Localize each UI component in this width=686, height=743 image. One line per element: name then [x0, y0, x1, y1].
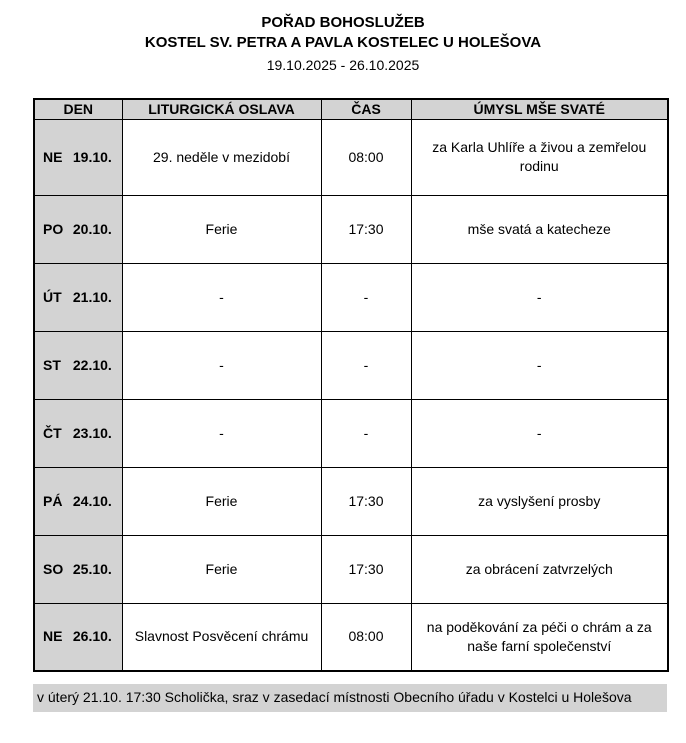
- table-row: [34, 119, 668, 195]
- celebration-cell: Ferie: [122, 535, 321, 603]
- time-cell: -: [321, 263, 411, 331]
- page-subtitle: KOSTEL SV. PETRA A PAVLA KOSTELEC U HOLEŠOVA: [144, 34, 542, 51]
- day-date: 21.10.: [72, 288, 112, 305]
- time-cell: 17:30: [321, 195, 411, 263]
- day-date: 24.10.: [72, 492, 112, 509]
- day-cell: [34, 603, 122, 671]
- page-title: POŘAD BOHOSLUŽEB: [261, 14, 425, 31]
- day-abbr: NE: [43, 628, 63, 645]
- day-abbr: NE: [43, 148, 63, 165]
- day-cell: [34, 119, 122, 195]
- day-date: 20.10.: [72, 220, 112, 237]
- table-row: [34, 331, 668, 399]
- day-cell: [34, 535, 122, 603]
- table-row: [34, 399, 668, 467]
- column-header-den: DEN: [34, 99, 122, 119]
- time-cell: 17:30: [321, 535, 411, 603]
- celebration-cell: -: [122, 331, 321, 399]
- intention-cell: za obrácení zatvrzelých: [411, 535, 668, 603]
- day-abbr: PO: [43, 220, 64, 237]
- day-cell: [34, 263, 122, 331]
- table-header-row: [34, 99, 668, 119]
- table-row: [34, 467, 668, 535]
- day-cell: [34, 195, 122, 263]
- time-cell: -: [321, 331, 411, 399]
- intention-cell: na poděkování za péči o chrám a za naše farní společenství: [411, 603, 668, 671]
- intention-cell: mše svatá a katecheze: [411, 195, 668, 263]
- celebration-cell: Ferie: [122, 467, 321, 535]
- time-cell: 17:30: [321, 467, 411, 535]
- intention-cell: za vyslyšení prosby: [411, 467, 668, 535]
- table-row: [34, 603, 668, 671]
- table-row: [34, 195, 668, 263]
- day-date: 23.10.: [72, 424, 112, 441]
- day-abbr: ST: [43, 356, 61, 373]
- day-abbr: ČT: [43, 424, 62, 441]
- schedule-table: [33, 98, 669, 672]
- celebration-cell: 29. neděle v mezidobí: [122, 119, 321, 195]
- column-header-oslava: LITURGICKÁ OSLAVA: [122, 99, 321, 119]
- day-date: 22.10.: [72, 356, 112, 373]
- table-row: [34, 263, 668, 331]
- content-area: [33, 98, 667, 712]
- intention-cell: -: [411, 263, 668, 331]
- day-date: 19.10.: [72, 148, 112, 165]
- celebration-cell: Slavnost Posvěcení chrámu: [122, 603, 321, 671]
- celebration-cell: Ferie: [122, 195, 321, 263]
- celebration-cell: -: [122, 399, 321, 467]
- day-abbr: PÁ: [43, 492, 63, 509]
- column-header-cas: ČAS: [321, 99, 411, 119]
- day-cell: [34, 331, 122, 399]
- day-cell: [34, 399, 122, 467]
- day-date: 25.10.: [72, 560, 112, 577]
- document-header: [0, 0, 686, 75]
- celebration-cell: -: [122, 263, 321, 331]
- day-date: 26.10.: [72, 628, 112, 645]
- date-range: 19.10.2025 - 26.10.2025: [266, 57, 420, 73]
- intention-cell: za Karla Uhlíře a živou a zemřelou rodinu: [411, 119, 668, 195]
- intention-cell: -: [411, 331, 668, 399]
- footer-note: v úterý 21.10. 17:30 Scholička, sraz v zasedací místnosti Obecního úřadu v Kostelci u Holešova: [33, 684, 667, 712]
- intention-cell: -: [411, 399, 668, 467]
- time-cell: 08:00: [321, 119, 411, 195]
- day-abbr: SO: [43, 560, 64, 577]
- column-header-umysl: ÚMYSL MŠE SVATÉ: [411, 99, 668, 119]
- time-cell: 08:00: [321, 603, 411, 671]
- day-abbr: ÚT: [43, 288, 62, 305]
- time-cell: -: [321, 399, 411, 467]
- table-row: [34, 535, 668, 603]
- day-cell: [34, 467, 122, 535]
